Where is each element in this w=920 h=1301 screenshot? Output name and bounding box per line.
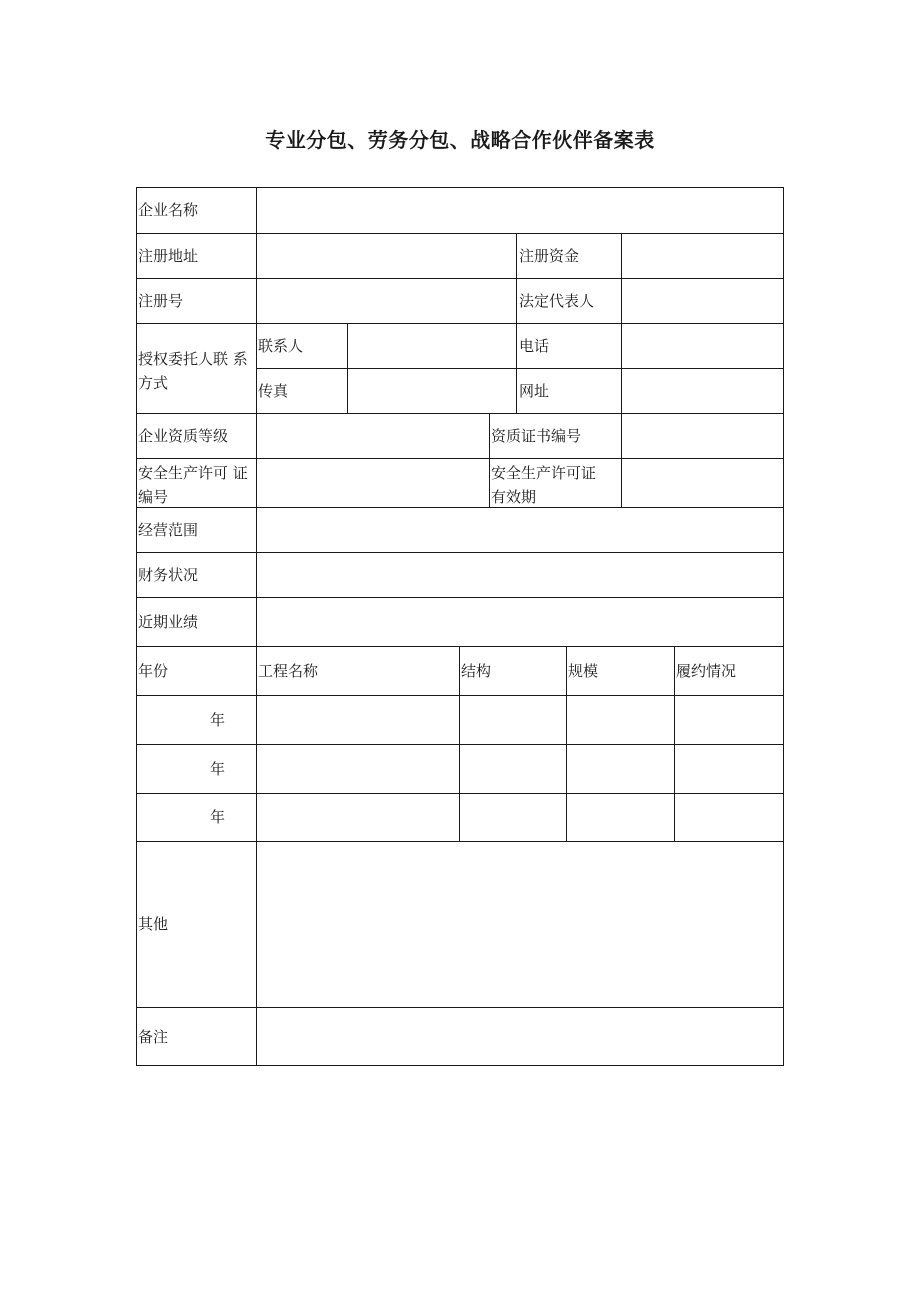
label-qualification-cert-no: 资质证书编号 <box>491 427 582 445</box>
label-safety-permit-no-line2: 编号 <box>138 488 169 506</box>
label-safety-permit-validity-line2: 有效期 <box>491 488 537 506</box>
label-reg-number: 注册号 <box>138 292 184 310</box>
table-row-3-performance[interactable] <box>675 794 783 841</box>
label-website: 网址 <box>519 382 550 400</box>
company-name-field[interactable] <box>257 188 783 233</box>
rule <box>136 597 784 598</box>
table-row-2-structure[interactable] <box>460 745 566 793</box>
label-business-scope: 经营范围 <box>138 521 199 539</box>
col-header-project-name: 工程名称 <box>258 662 319 680</box>
label-phone: 电话 <box>519 337 550 355</box>
website-field[interactable] <box>622 369 783 413</box>
table-row-2-performance[interactable] <box>675 745 783 793</box>
col-header-year: 年份 <box>138 662 169 680</box>
safety-permit-validity-field[interactable] <box>622 459 783 507</box>
reg-capital-field[interactable] <box>622 234 783 278</box>
legal-rep-field[interactable] <box>622 279 783 323</box>
col-header-performance: 履约情况 <box>676 662 737 680</box>
year-unit: 年 <box>210 760 226 778</box>
label-safety-permit-validity-line1: 安全生产许可证 <box>491 464 597 482</box>
label-other: 其他 <box>138 915 169 933</box>
label-reg-address: 注册地址 <box>138 247 199 265</box>
table-row-2-year[interactable] <box>137 745 207 793</box>
rule <box>136 646 784 647</box>
year-unit: 年 <box>210 808 226 826</box>
label-financial-status: 财务状况 <box>138 566 199 584</box>
col-header-structure: 结构 <box>461 662 492 680</box>
col-header-scale: 规模 <box>568 662 599 680</box>
other-field[interactable] <box>257 842 783 1007</box>
financial-status-field[interactable] <box>257 553 783 597</box>
business-scope-field[interactable] <box>257 508 783 552</box>
label-qualification-grade: 企业资质等级 <box>138 427 229 445</box>
label-legal-rep: 法定代表人 <box>519 292 595 310</box>
rule <box>489 413 490 508</box>
table-row-3-project-name[interactable] <box>257 794 459 841</box>
reg-address-field[interactable] <box>257 234 516 278</box>
rule <box>516 323 517 414</box>
reg-number-field[interactable] <box>257 279 516 323</box>
remarks-field[interactable] <box>257 1008 783 1065</box>
label-contact-person: 联系人 <box>258 337 304 355</box>
rule-right <box>783 187 784 1066</box>
label-fax: 传真 <box>258 382 289 400</box>
fax-field[interactable] <box>348 369 516 413</box>
table-row-2-scale[interactable] <box>567 745 674 793</box>
label-authorized-contact-line1: 授权委托人联 系 <box>138 350 248 368</box>
rule-left <box>136 187 137 1066</box>
label-recent-performance: 近期业绩 <box>138 613 199 631</box>
contact-person-field[interactable] <box>348 324 516 368</box>
rule-bottom <box>136 1065 784 1066</box>
table-row-1-structure[interactable] <box>460 696 566 744</box>
label-reg-capital: 注册资金 <box>519 247 580 265</box>
qualification-cert-no-field[interactable] <box>622 414 783 458</box>
form-title: 专业分包、劳务分包、战略合作伙伴备案表 <box>265 128 655 152</box>
qualification-grade-field[interactable] <box>257 414 489 458</box>
table-row-3-year[interactable] <box>137 794 207 841</box>
phone-field[interactable] <box>622 324 783 368</box>
table-row-3-structure[interactable] <box>460 794 566 841</box>
label-authorized-contact-line2: 方式 <box>138 374 169 392</box>
table-row-1-performance[interactable] <box>675 696 783 744</box>
label-company-name: 企业名称 <box>138 201 199 219</box>
table-row-1-year[interactable] <box>137 696 207 744</box>
table-row-2-project-name[interactable] <box>257 745 459 793</box>
safety-permit-no-field[interactable] <box>257 459 489 507</box>
table-row-1-project-name[interactable] <box>257 696 459 744</box>
table-row-1-scale[interactable] <box>567 696 674 744</box>
label-remarks: 备注 <box>138 1028 169 1046</box>
year-unit: 年 <box>210 711 226 729</box>
table-row-3-scale[interactable] <box>567 794 674 841</box>
registration-form-table <box>136 187 784 1066</box>
label-safety-permit-no-line1: 安全生产许可 证 <box>138 464 248 482</box>
rule <box>516 233 517 324</box>
